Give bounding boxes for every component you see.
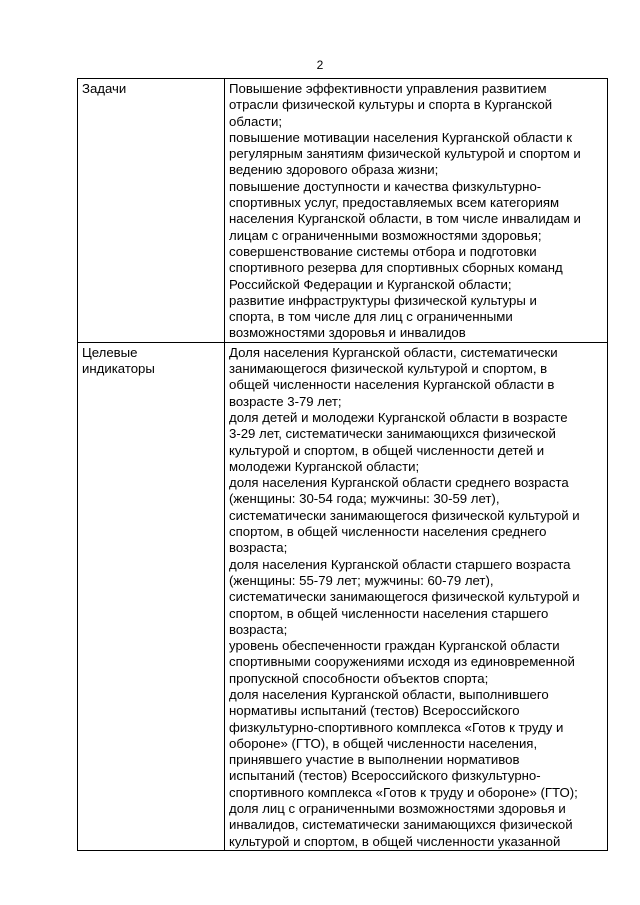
content-line: доля населения Курганской области, выполнившего — [229, 686, 549, 702]
page-number: 2 — [316, 58, 324, 72]
content-line: доля населения Курганской области старшего возраста — [229, 556, 571, 572]
content-line: ведению здорового образа жизни; — [229, 162, 439, 178]
row-label-line: Задачи — [82, 81, 127, 96]
row-label-line: индикаторы — [82, 361, 155, 377]
program-passport-table — [77, 78, 608, 851]
content-line: Повышение эффективности управления развитием — [229, 81, 547, 96]
content-line: (женщины: 55-79 лет; мужчины: 60-79 лет), — [229, 572, 494, 588]
content-line: обороне» (ГТО), в общей численности населения, — [229, 735, 538, 751]
content-line: общей численности населения Курганской области в — [229, 377, 555, 393]
row-tasks — [78, 79, 608, 343]
content-line: испытаний (тестов) Всероссийского физкультурно- — [229, 768, 541, 784]
content-line: спортивными сооружениями исходя из единовременной — [229, 654, 575, 670]
content-line: инвалидов, систематически занимающихся физической — [229, 817, 573, 833]
content-line: Российской Федерации и Курганской области; — [229, 276, 512, 292]
content-line: физкультурно-спортивного комплекса «Готов к труду и — [229, 719, 564, 735]
content-line: уровень обеспеченности граждан Курганской области — [229, 638, 560, 654]
content-line: повышение доступности и качества физкультурно- — [229, 178, 542, 194]
content-line: Доля населения Курганской области, систематически — [229, 344, 558, 360]
content-line: отрасли физической культуры и спорта в Курганской — [229, 97, 553, 113]
table-body — [78, 79, 608, 851]
row-label-cell — [78, 342, 225, 850]
content-line: возраста; — [229, 621, 288, 637]
content-line: принявшего участие в выполнении нормативов — [229, 752, 520, 768]
content-line: молодежи Курганской области; — [229, 458, 420, 474]
content-line: возраста; — [229, 540, 288, 556]
content-line: населения Курганской области, в том числе инвалидам и — [229, 211, 581, 227]
content-line: регулярным занятиям физической культурой и спортом и — [229, 146, 581, 162]
content-line: развитие инфраструктуры физической культуры и — [229, 292, 537, 308]
content-line: лицам с ограниченными возможностями здоровья; — [229, 227, 542, 243]
content-line: 3-29 лет, систематически занимающихся физической — [229, 426, 556, 442]
content-line: спортом, в общей численности населения среднего — [229, 524, 547, 540]
content-line: занимающегося физической культурой и спортом, в — [229, 361, 548, 377]
content-line: (женщины: 30-54 года; мужчины: 30-59 лет), — [229, 491, 500, 507]
content-line: систематически занимающегося физической культурой и — [229, 507, 580, 523]
content-line: спортивного резерва для спортивных сборных команд — [229, 260, 563, 276]
content-line: возможностями здоровья и инвалидов — [229, 325, 466, 341]
content-line: области; — [229, 113, 282, 129]
content-line: культурой и спортом, в общей численности указанной — [229, 833, 561, 849]
row-content-cell — [225, 79, 608, 343]
row-label-line: Целевые — [82, 344, 138, 360]
content-line: повышение мотивации населения Курганской области к — [229, 129, 573, 145]
content-line: доля лиц с ограниченными возможностями здоровья и — [229, 801, 566, 817]
content-line: спортивных услуг, предоставляемых всем категориям — [229, 195, 560, 211]
row-target-indicators — [78, 342, 608, 850]
content-line: возрасте 3-79 лет; — [229, 393, 342, 409]
content-line: нормативы испытаний (тестов) Всероссийского — [229, 703, 520, 719]
content-line: спорта, в том числе для лиц с ограниченными — [229, 309, 513, 325]
content-line: систематически занимающегося физической культурой и — [229, 589, 580, 605]
content-line: пропускной способности объектов спорта; — [229, 670, 489, 686]
content-line: спортивного комплекса «Готов к труду и обороне» (ГТО); — [229, 784, 578, 800]
content-line: совершенствование системы отбора и подготовки — [229, 243, 537, 259]
row-content-cell — [225, 342, 608, 850]
row-label-cell — [78, 79, 225, 343]
content-line: доля населения Курганской области среднего возраста — [229, 475, 569, 491]
content-line: культурой и спортом, в общей численности детей и — [229, 442, 545, 458]
content-line: спортом, в общей численности населения старшего — [229, 605, 549, 621]
content-line: доля детей и молодежи Курганской области в возрасте — [229, 409, 568, 425]
